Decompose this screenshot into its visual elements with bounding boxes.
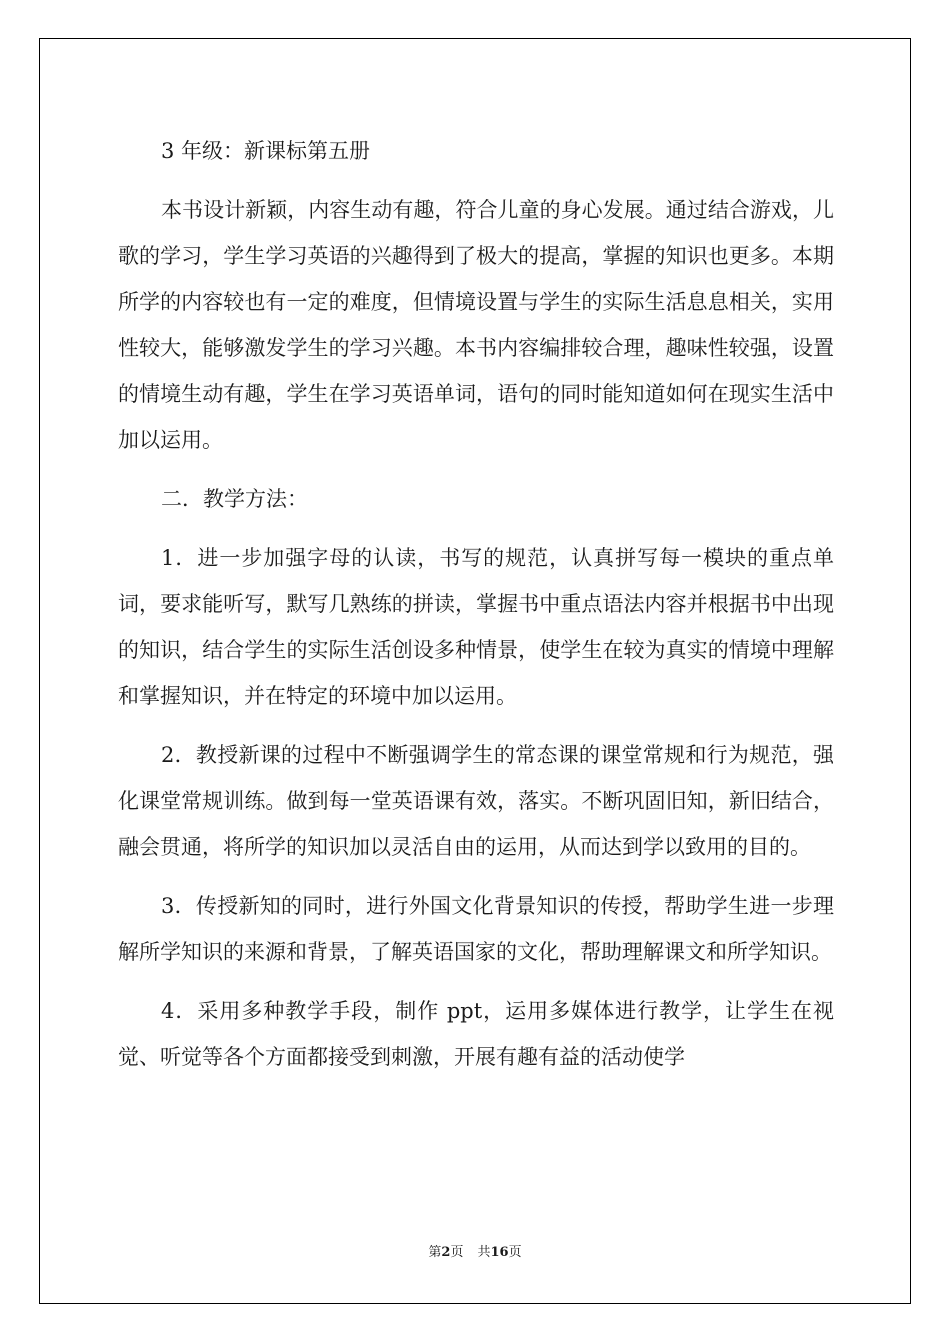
method-item-2: 2．教授新课的过程中不断强调学生的常态课的课堂常规和行为规范，强化课堂常规训练。做到每一堂英语课有效，落实。不断巩固旧知，新旧结合，融会贯通，将所学的知识加以灵活自由的运用，从而达到学以致用的目的。: [118, 743, 834, 859]
grade-heading: 3 年级：新课标第五册: [161, 139, 371, 163]
total-prefix: 共: [477, 1245, 491, 1260]
page-footer: [0, 1244, 950, 1262]
document-body: [118, 128, 834, 1093]
method-item-1: 1．进一步加强字母的认读，书写的规范，认真拼写每一模块的重点单词，要求能听写，默写几熟练的拼读，掌握书中重点语法内容并根据书中出现的知识，结合学生的实际生活创设多种情景，使学生在较为真实的情境中理解和掌握知识，并在特定的环境中加以运用。: [118, 546, 834, 708]
page-prefix: 第: [428, 1245, 442, 1260]
total-pages: 16: [490, 1245, 509, 1260]
page-number: 2: [441, 1245, 451, 1260]
book-description-paragraph: 本书设计新颖，内容生动有趣，符合儿童的身心发展。通过结合游戏，儿歌的学习，学生学习英语的兴趣得到了极大的提高，掌握的知识也更多。本期所学的内容较也有一定的难度，但情境设置与学生的实际生活息息相关，实用性较大，能够激发学生的学习兴趣。本书内容编排较合理，趣味性较强，设置的情境生动有趣，学生在学习英语单词，语句的同时能知道如何在现实生活中加以运用。: [118, 198, 834, 452]
total-suffix: 页: [508, 1245, 522, 1260]
page-suffix: 页: [450, 1245, 464, 1260]
method-item-4: 4．采用多种教学手段，制作 ppt，运用多媒体进行教学，让学生在视觉、听觉等各个方面都接受到刺激，开展有趣有益的活动使学: [118, 999, 834, 1069]
method-item-3: 3．传授新知的同时，进行外国文化背景知识的传授，帮助学生进一步理解所学知识的来源和背景，了解英语国家的文化，帮助理解课文和所学知识。: [118, 894, 834, 964]
section-heading-teaching-methods: 二．教学方法：: [161, 487, 308, 511]
